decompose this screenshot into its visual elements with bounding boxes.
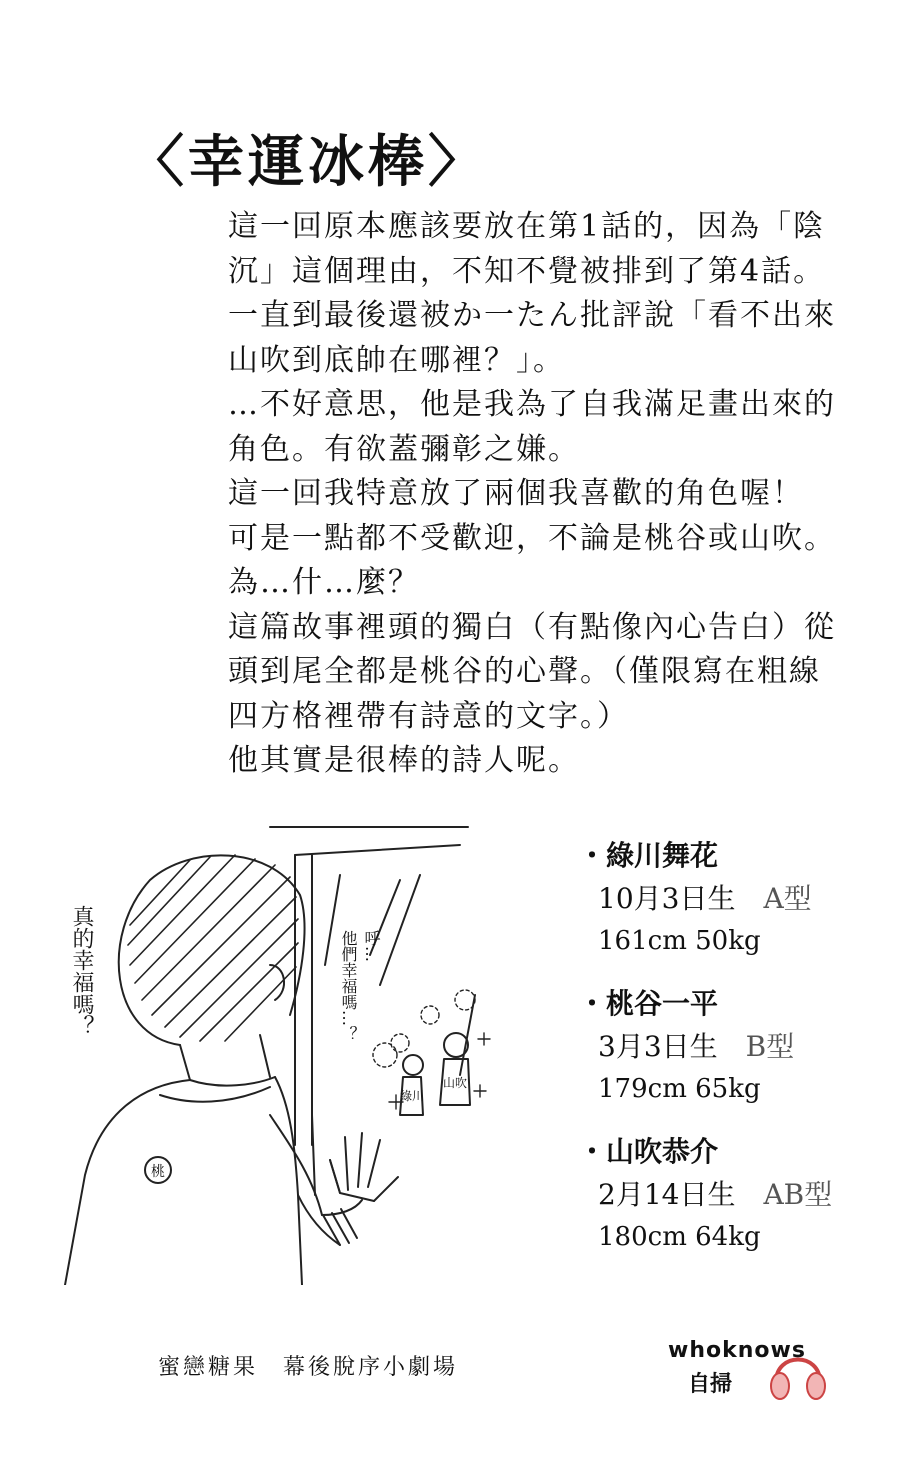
- character-profiles: [578, 835, 878, 1279]
- profile-midorikawa: [578, 835, 878, 961]
- figure-label-yamabuki: 山吹: [442, 1076, 468, 1090]
- profile-birthday: 3月3日生: [598, 1030, 718, 1063]
- body-line: 四方格裡帶有詩意的文字。）: [228, 698, 629, 734]
- body-line: 一直到最後還被か一たん批評說「看不出來: [228, 298, 836, 333]
- body-line: 他其實是很棒的詩人呢。: [228, 743, 580, 778]
- profile-birthday-row: [578, 1173, 878, 1217]
- profile-birthday: 2月14日生: [598, 1178, 736, 1211]
- body-line: 這篇故事裡頭的獨白（有點像內心告白）從: [228, 609, 836, 645]
- page-title: 〈幸運冰棒〉: [128, 130, 488, 195]
- profile-blood-type: A型: [763, 882, 812, 915]
- profile-stats: 179cm 65kg: [598, 1074, 761, 1104]
- body-line: 這一回原本應該要放在第1話的，因為「陰: [228, 209, 826, 244]
- profile-birthday-row: [578, 877, 878, 921]
- body-line: 山吹到底帥在哪裡？」。: [228, 342, 565, 378]
- body-text: [228, 205, 848, 784]
- body-line: 為…什…麼？: [228, 565, 420, 600]
- speech-bubble-sigh: 呼…: [362, 930, 381, 962]
- body-line: 沉」這個理由，不知不覺被排到了第4話。: [228, 253, 826, 289]
- profile-stats: 161cm 50kg: [598, 926, 761, 956]
- profile-name: ・綠川舞花: [578, 839, 719, 872]
- profile-momotani: [578, 983, 878, 1109]
- body-line: 角色。有欲蓋彌彰之嫌。: [228, 431, 580, 467]
- badge-label: 桃: [151, 1164, 165, 1180]
- head-outline: [119, 855, 305, 1045]
- profile-name: ・桃谷一平: [578, 987, 719, 1020]
- body-line: 這一回我特意放了兩個我喜歡的角色喔！: [228, 476, 804, 511]
- profile-birthday: 10月3日生: [598, 882, 736, 915]
- profile-birthday-row: [578, 1025, 878, 1069]
- profile-yamabuki: [578, 1131, 878, 1257]
- profile-name: ・山吹恭介: [578, 1135, 719, 1168]
- back-outline: [65, 1080, 190, 1285]
- illustration-caption: 蜜戀糖果 幕後脫序小劇場: [158, 1355, 459, 1380]
- scan-note: 自掃: [688, 1372, 733, 1397]
- speech-bubble-mid: 他們幸福嗎…？: [339, 930, 358, 1042]
- speech-bubble-left: 真的幸福嗎？: [69, 905, 94, 1037]
- illustration: [40, 815, 540, 1285]
- figure-label-midorikawa: 綠川: [399, 1089, 425, 1103]
- body-line: 頭到尾全都是桃谷的心聲。（僅限寫在粗線: [228, 654, 821, 689]
- profile-stats: 180cm 64kg: [598, 1222, 761, 1252]
- scan-group-name: whoknows: [668, 1338, 806, 1363]
- body-line: …不好意思，他是我為了自我滿足畫出來的: [228, 387, 836, 422]
- profile-blood-type: AB型: [763, 1178, 833, 1211]
- body-line: 可是一點都不受歡迎，不論是桃谷或山吹。: [228, 520, 836, 556]
- profile-blood-type: B型: [745, 1030, 795, 1063]
- headphones-logo-icon: [768, 1342, 828, 1404]
